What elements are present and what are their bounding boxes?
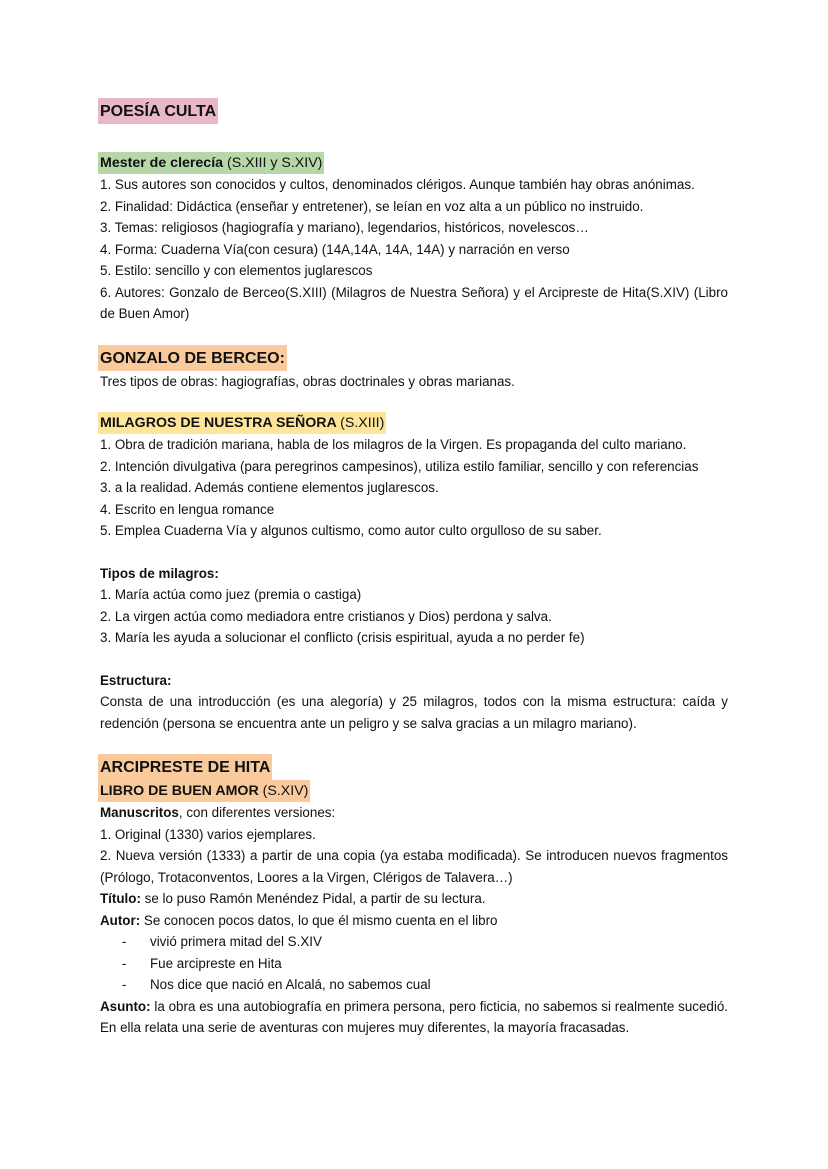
list-item: - Nos dice que nació en Alcalá, no sabemos cual (100, 974, 728, 996)
berceo-heading: GONZALO DE BERCEO: (98, 345, 287, 371)
titulo-label: Título: (100, 891, 141, 906)
mester-heading-block (100, 152, 728, 174)
list-item: 2. Intención divulgativa (para peregrinos campesinos), utiliza estilo familiar, sencillo y con referencias (100, 458, 699, 474)
libro-heading-block (100, 780, 728, 802)
list-item: 1. Sus autores son conocidos y cultos, denominados clérigos. Aunque también hay obras anónimas. (100, 177, 695, 192)
list-item: 3. Temas: religiosos (hagiografía y mariano), legendarios, históricos, novelescos… (100, 220, 589, 235)
libro-heading: LIBRO DE BUEN AMOR (S.XIV) (98, 780, 310, 802)
page-title-block (100, 98, 728, 124)
list-item: 4. Escrito en lengua romance (100, 501, 275, 517)
asunto-line: Asunto: la obra es una autobiografía en primera persona, pero ficticia, no sabemos si realmente sucedió. En ella relata una serie de aventuras con mujeres muy diferentes, la mayoría fracasadas. (100, 998, 728, 1035)
list-item: 3. a la realidad. Además contiene elementos juglarescos. (100, 480, 439, 495)
mester-heading: Mester de clerecía (S.XIII y S.XIV) (98, 152, 324, 174)
mester-period: (S.XIII y S.XIV) (227, 155, 323, 171)
list-item: 4. Forma: Cuaderna Vía(con cesura) (14A,14A, 14A, 14A) y narración en verso (100, 241, 570, 257)
list-item: 2. La virgen actúa como mediadora entre cristianos y Dios) perdona y salva. (100, 608, 552, 624)
estructura-heading: Estructura: (100, 672, 172, 688)
libro-period: (S.XIV) (262, 783, 309, 799)
autor-line: Autor: Se conocen pocos datos, lo que él mismo cuenta en el libro (100, 912, 498, 928)
titulo-line: Título: se lo puso Ramón Menéndez Pidal, a partir de su lectura. (100, 891, 486, 906)
list-item: - vivió primera mitad del S.XIV (100, 931, 728, 953)
list-item: 1. María actúa como juez (premia o castiga) (100, 587, 362, 602)
page-title: POESÍA CULTA (98, 98, 218, 124)
list-item: 5. Estilo: sencillo y con elementos juglarescos (100, 263, 373, 278)
asunto-label: Asunto: (100, 998, 151, 1014)
list-item: 6. Autores: Gonzalo de Berceo(S.XIII) (Milagros de Nuestra Señora) y el Arcipreste de Hita(S.XIV) (Libro de Buen Amor) (100, 284, 728, 321)
berceo-text: Tres tipos de obras: hagiografías, obras doctrinales y obras marianas. (100, 373, 515, 389)
milagros-period: (S.XIII) (340, 415, 385, 431)
autor-label: Autor: (100, 912, 141, 928)
hita-heading-block (100, 754, 728, 780)
dash-bullet-icon: - (122, 934, 127, 949)
manuscritos-label: Manuscritos (100, 805, 179, 820)
list-item: 1. Original (1330) varios ejemplares. (100, 826, 316, 842)
berceo-heading-block (100, 345, 728, 371)
dash-bullet-icon: - (122, 955, 127, 971)
list-item: 3. María les ayuda a solucionar el conflicto (crisis espiritual, ayuda a no perder fe) (100, 630, 585, 645)
list-item: 2. Finalidad: Didáctica (enseñar y entretener), se leían en voz alta a un público no instruido. (100, 198, 644, 214)
milagros-heading-block (100, 412, 728, 434)
list-item: 2. Nueva versión (1333) a partir de una copia (ya estaba modificada). Se introducen nuevos fragmentos (Prólogo, Trotaconventos, Loores a la Virgen, Clérigos de Talavera…) (100, 848, 728, 885)
tipos-heading: Tipos de milagros: (100, 565, 219, 581)
hita-heading: ARCIPRESTE DE HITA (98, 754, 272, 780)
list-item: 1. Obra de tradición mariana, habla de los milagros de la Virgen. Es propaganda del culto mariano. (100, 437, 687, 452)
manuscritos-line: Manuscritos, con diferentes versiones: (100, 805, 336, 820)
document-page (100, 98, 728, 1039)
list-item: - Fue arcipreste en Hita (100, 953, 728, 975)
dash-bullet-icon: - (122, 977, 127, 992)
list-item: 5. Emplea Cuaderna Vía y algunos cultismo, como autor culto orgulloso de su saber. (100, 523, 602, 538)
estructura-text: Consta de una introducción (es una alegoría) y 25 milagros, todos con la misma estructura: caída y redención (persona se encuentra ante un peligro y se salva gracias a un milagro mariano). (100, 694, 728, 731)
milagros-heading: MILAGROS DE NUESTRA SEÑORA (S.XIII) (98, 412, 386, 434)
